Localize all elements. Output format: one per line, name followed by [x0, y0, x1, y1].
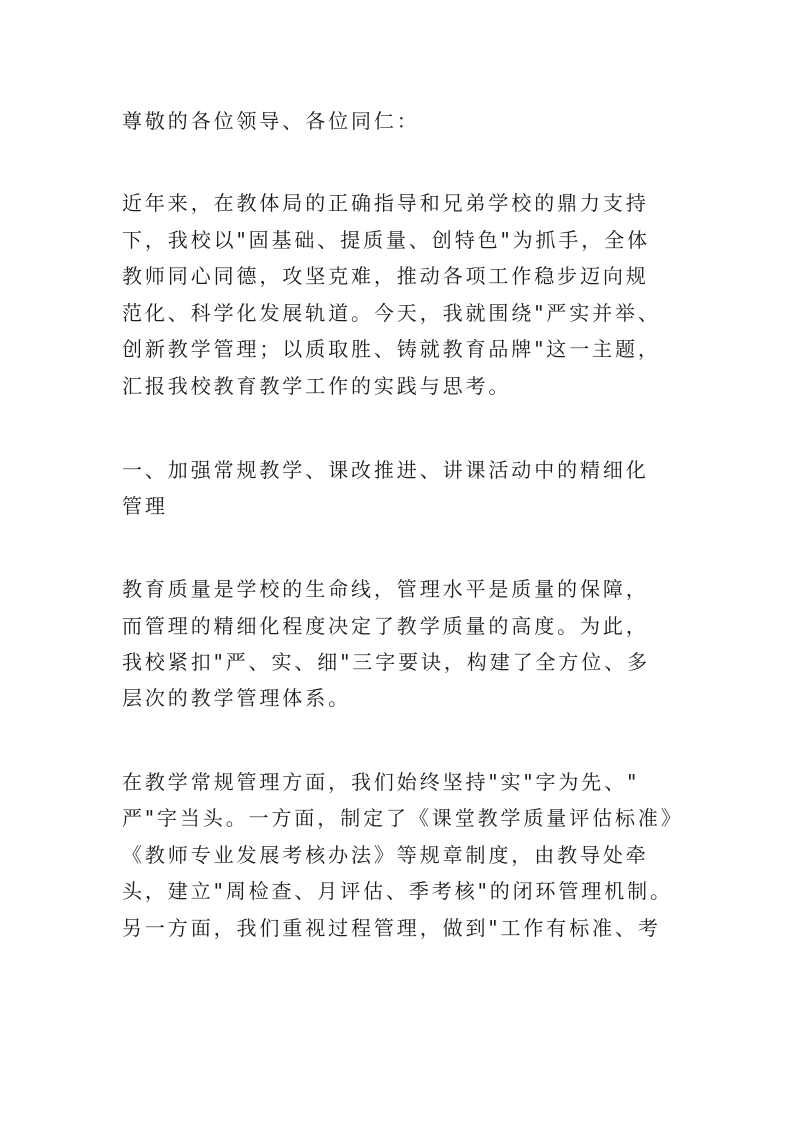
- text-line: 严"字当头。一方面，制定了《课堂教学质量评估标准》: [122, 806, 684, 830]
- text-line: 我校紧扣"严、实、细"三字要诀，构建了全方位、多: [122, 650, 650, 674]
- text-line: 教师同心同德，攻坚克难，推动各项工作稳步迈向规: [122, 264, 649, 288]
- text-line: 头，建立"周检查、月评估、季考核"的闭环管理机制。: [122, 879, 673, 903]
- text-line: 另一方面，我们重视过程管理，做到"工作有标准、考: [122, 916, 661, 940]
- text-line: 而管理的精细化程度决定了教学质量的高度。为此，: [122, 614, 649, 638]
- text-line: 《教师专业发展考核办法》等规章制度，由教导处牵: [122, 843, 649, 867]
- text-line: 汇报我校教育教学工作的实践与思考。: [122, 374, 512, 398]
- text-line: 层次的教学管理体系。: [122, 686, 351, 710]
- heading-line: 管理: [122, 494, 168, 518]
- text-line: 范化、科学化发展轨道。今天，我就围绕"严实并举、: [122, 301, 661, 325]
- text-line: 创新教学管理；以质取胜、铸就教育品牌"这一主题，: [122, 337, 661, 361]
- salutation: 尊敬的各位领导、各位同仁：: [122, 109, 420, 133]
- text-line: 近年来，在教体局的正确指导和兄弟学校的鼎力支持: [122, 191, 649, 215]
- text-line: 教育质量是学校的生命线，管理水平是质量的保障，: [122, 577, 649, 601]
- text-line: 在教学常规管理方面，我们始终坚持"实"字为先、": [122, 770, 640, 794]
- text-line: 下，我校以"固基础、提质量、创特色"为抓手，全体: [122, 228, 650, 252]
- heading-line: 一、加强常规教学、课改推进、讲课活动中的精细化: [122, 458, 649, 482]
